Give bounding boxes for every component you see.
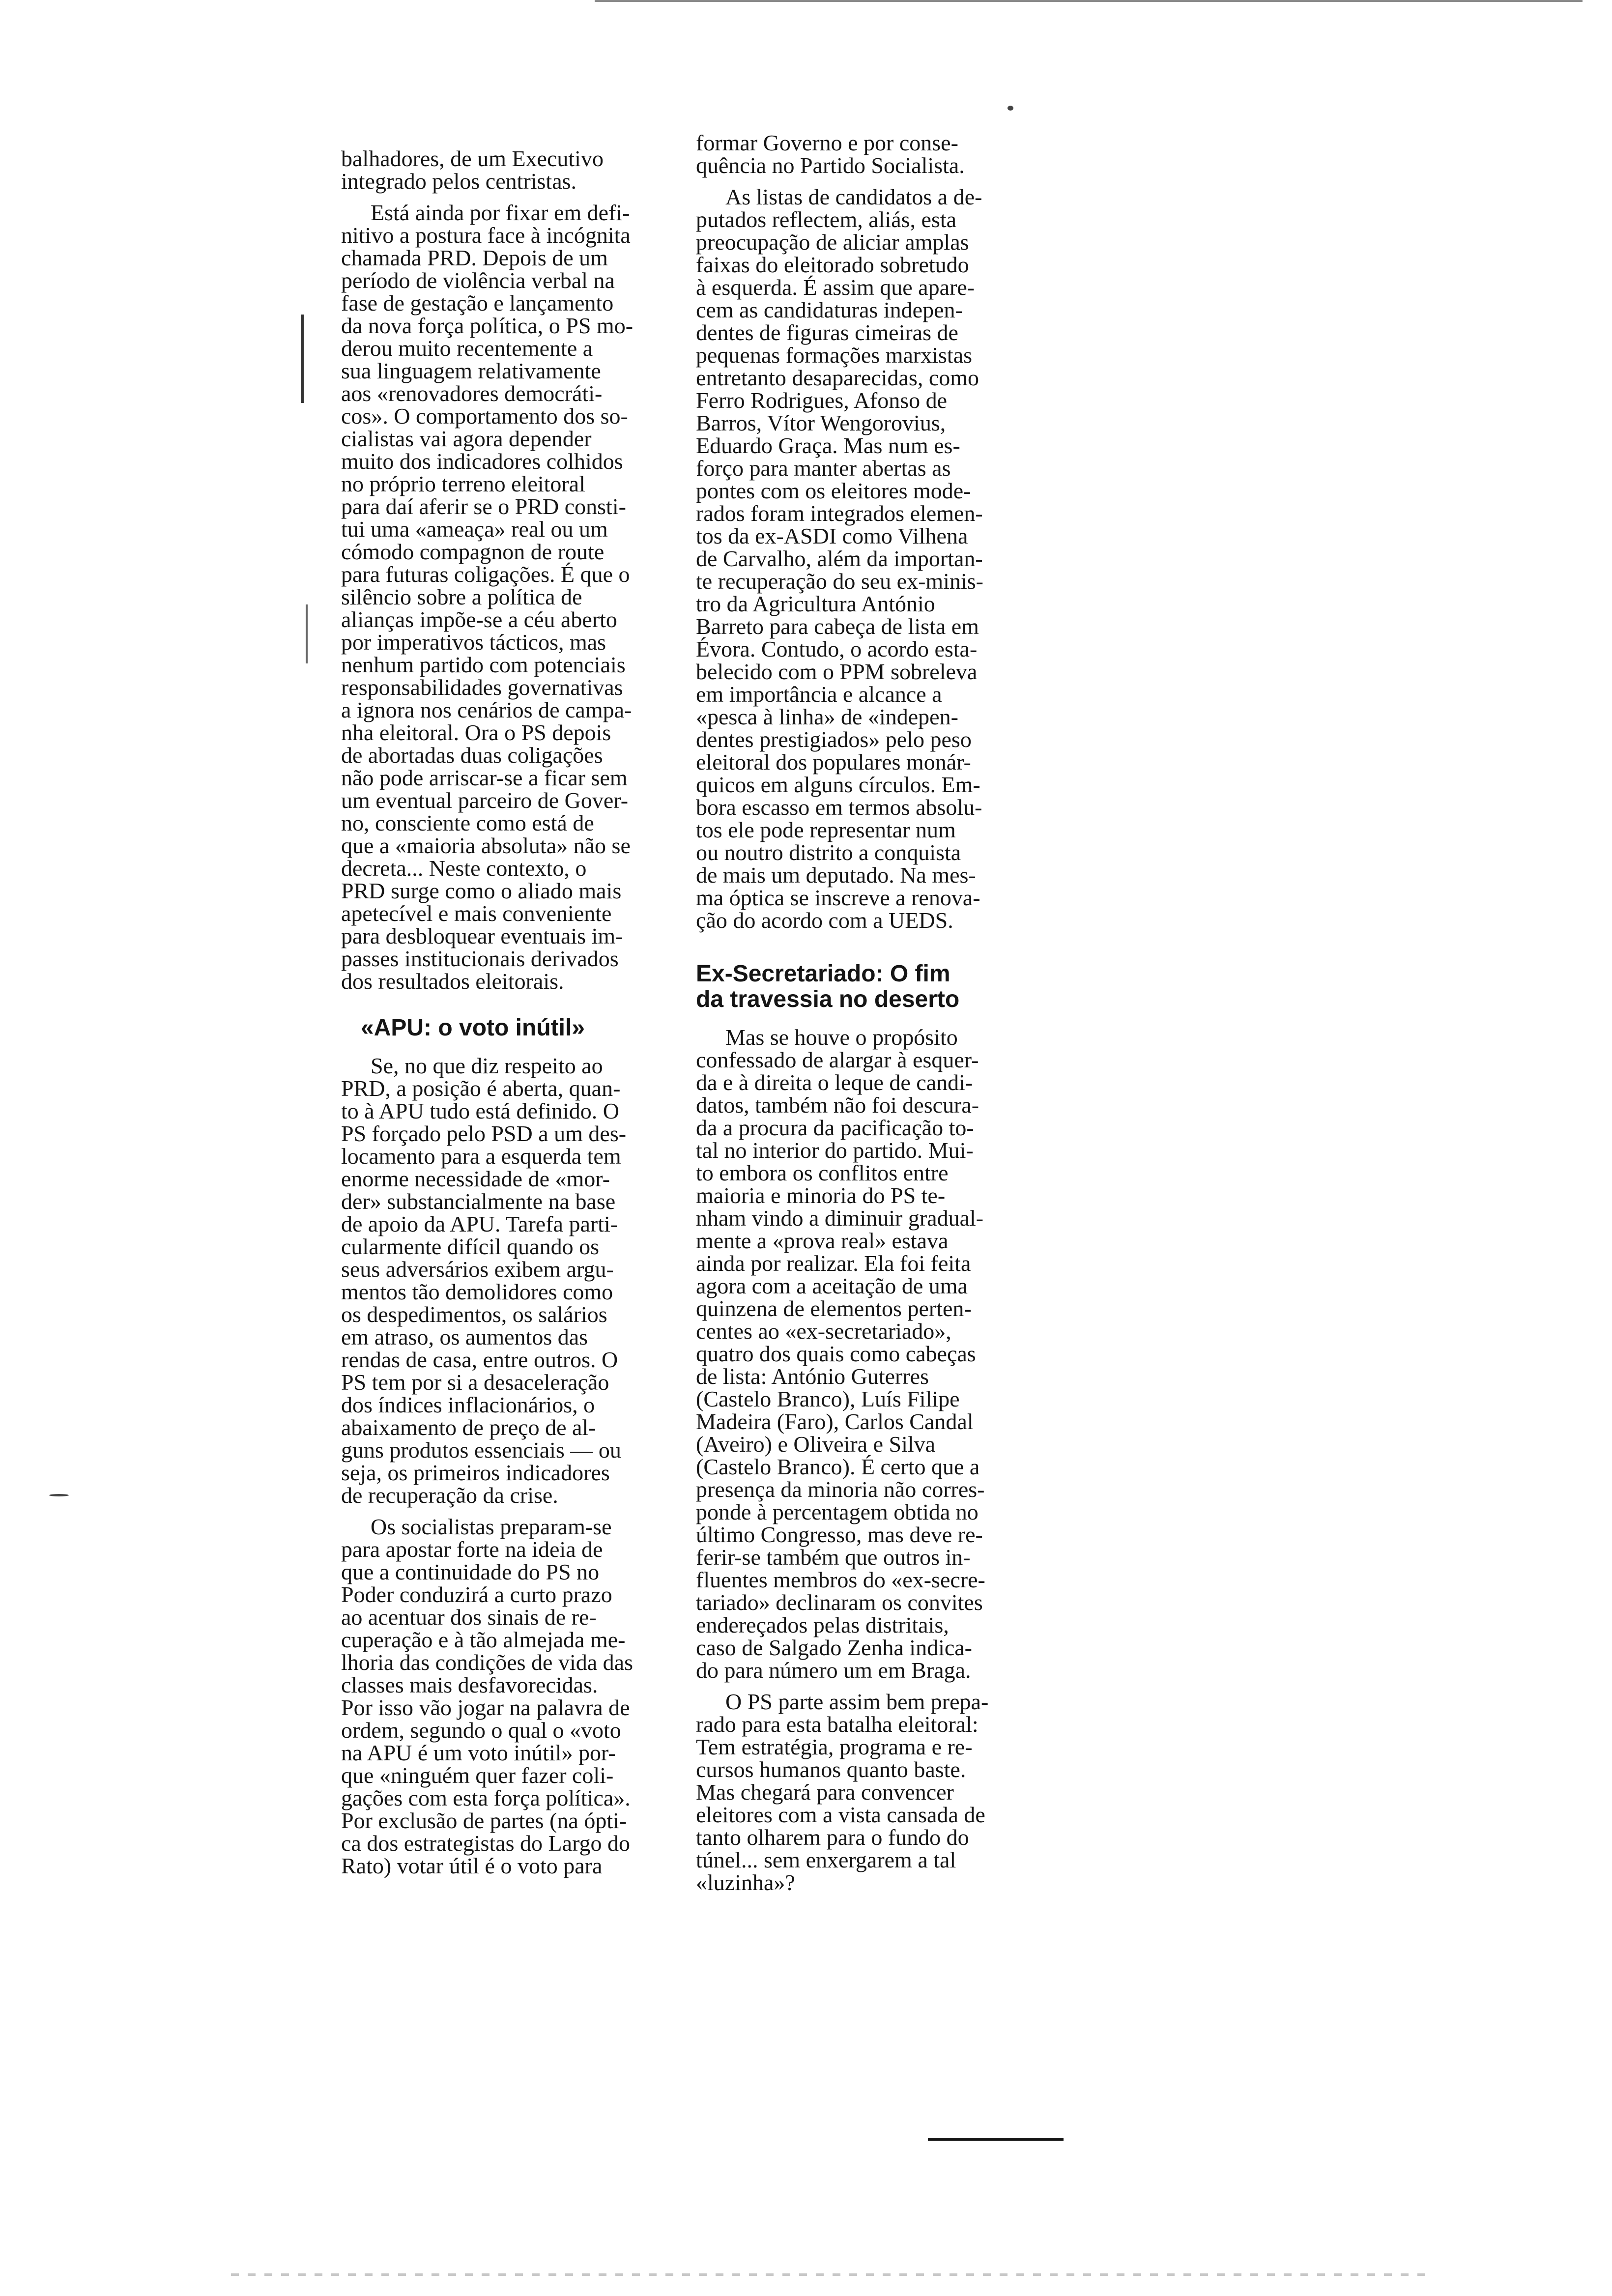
scan-speck	[1008, 106, 1013, 111]
body-paragraph: formar Governo e por conse- quência no Partido Socialista.	[696, 130, 965, 178]
scan-speck	[49, 1494, 69, 1496]
body-paragraph: Mas se houve o propósito confessado de alargar à esquer- da e à direita o leque de candi- datos, também não foi descura- da a procura da pacificação to- tal no interior do partido. Mui- to embora os conflitos entre maioria e minoria do PS te- nham vindo a diminuir gradual- mente a «prova real» estava ainda por realizar. Ela foi feita agora com a aceitação de uma quinzena de elementos perten- centes ao «ex-secretariado», quatro dos quais como cabeças de lista: António Guterres (Castelo Branco), Luís Filipe Madeira (Faro), Carlos Candal (Aveiro) e Oliveira e Silva (Castelo Branco). É certo que a presença da minoria não corres- ponde à percentagem obtida no último Congresso, mas deve re- ferir-se também que outros in- fluentes membros do «ex-secre- tariado» declinaram os convites endereçados pelas distritais, caso de Salgado Zenha indica- do para número um em Braga.	[696, 1025, 985, 1683]
scan-top-rule	[595, 0, 1583, 2]
body-paragraph: O PS parte assim bem prepa- rado para esta batalha eleitoral: Tem estratégia, programa e re- cursos humanos quanto baste. Mas chegará para convencer eleitores com a vista cansada de tanto olharem para o fundo do túnel... sem enxergarem a tal «luzinha»?	[696, 1689, 989, 1895]
left-margin-mark-lower	[306, 604, 308, 663]
scan-bottom-noise	[231, 2273, 1430, 2276]
body-paragraph: Se, no que diz respeito ao PRD, a posição é aberta, quan- to à APU tudo está definido. O PS forçado pelo PSD a um des- locamento para a esquerda tem enorme necessidade de «mor- der» substancialmente na base de apoio da APU. Tarefa parti- cularmente difícil quando os seus adversários exibem argu- mentos tão demolidores como os despedimentos, os salários em atraso, os aumentos das rendas de casa, entre outros. O PS tem por si a desaceleração dos índices inflacionários, o abaixamento de preço de al- guns produtos essenciais — ou seja, os primeiros indicadores de recuperação da crise.	[341, 1053, 627, 1508]
article-section	[696, 961, 1120, 1894]
body-paragraph: Os socialistas preparam-se para apostar forte na ideia de que a continuidade do PS no Poder conduzirá a curto prazo ao acentuar dos sinais de re- cuperação e à tão almejada me- lhoria das condições de vida das classes mais desfavorecidas. Por isso vão jogar na palavra de ordem, segundo o qual o «voto na APU é um voto inútil» por- que «ninguém quer fazer coli- gações com esta força política». Por exclusão de partes (na ópti- ca dos estrategistas do Largo do Rato) votar útil é o voto para	[341, 1514, 633, 1878]
body-paragraph: balhadores, de um Executivo integrado pelos centristas.	[341, 146, 604, 194]
body-paragraph: Está ainda por fixar em defi- nitivo a postura face à incógnita chamada PRD. Depois de um período de violência verbal na fase de gestação e lançamento da nova força política, o PS mo- derou muito recentemente a sua linguagem relativamente aos «renovadores democráti- cos». O comportamento dos so- cialistas vai agora depender muito dos indicadores colhidos no próprio terreno eleitoral para daí aferir se o PRD consti- tui uma «ameaça» real ou um cómodo compagnon de route para futuras coligações. É que o silêncio sobre a política de alianças impõe-se a céu aberto por imperativos tácticos, mas nenhum partido com potenciais responsabilidades governativas a ignora nos cenários de campa- nha eleitoral. Ora o PS depois de abortadas duas coligações não pode arriscar-se a ficar sem um eventual parceiro de Gover- no, consciente como está de que a «maioria absoluta» não se decreta... Neste contexto, o PRD surge como o aliado mais apetecível e mais conveniente para desbloquear eventuais im- passes institucionais derivados dos resultados eleitorais.	[341, 200, 633, 994]
section-heading: Ex-Secretariado: O fim da travessia no deserto	[696, 961, 960, 1012]
article-column-right	[696, 132, 1120, 1908]
article-section	[696, 132, 1120, 932]
article-end-rule	[928, 2138, 1064, 2141]
left-margin-mark	[301, 315, 304, 403]
body-paragraph: As listas de candidatos a de- putados reflectem, aliás, esta preocupação de aliciar amplas faixas do eleitorado sobretudo à esquerda. É assim que apare- cem as candidaturas indepen- dentes de figuras cimeiras de pequenas formações marxistas entretanto desaparecidas, como Ferro Rodrigues, Afonso de Barros, Vítor Wengorovius, Eduardo Graça. Mas num es- forço para manter abertas as pontes com os eleitores mode- rados foram integrados elemen- tos da ex-ASDI como Vilhena de Carvalho, além da importan- te recuperação do seu ex-minis- tro da Agricultura António Barreto para cabeça de lista em Évora. Contudo, o acordo esta- belecido com o PPM sobreleva em importância e alcance a «pesca à linha» de «indepen- dentes prestigiados» pelo peso eleitoral dos populares monár- quicos em alguns círculos. Em- bora escasso em termos absolu- tos ele pode representar num ou noutro distrito a conquista de mais um deputado. Na mes- ma óptica se inscreve a renova- ção do acordo com a UEDS.	[696, 184, 983, 933]
section-heading: «APU: o voto inútil»	[361, 1015, 585, 1041]
